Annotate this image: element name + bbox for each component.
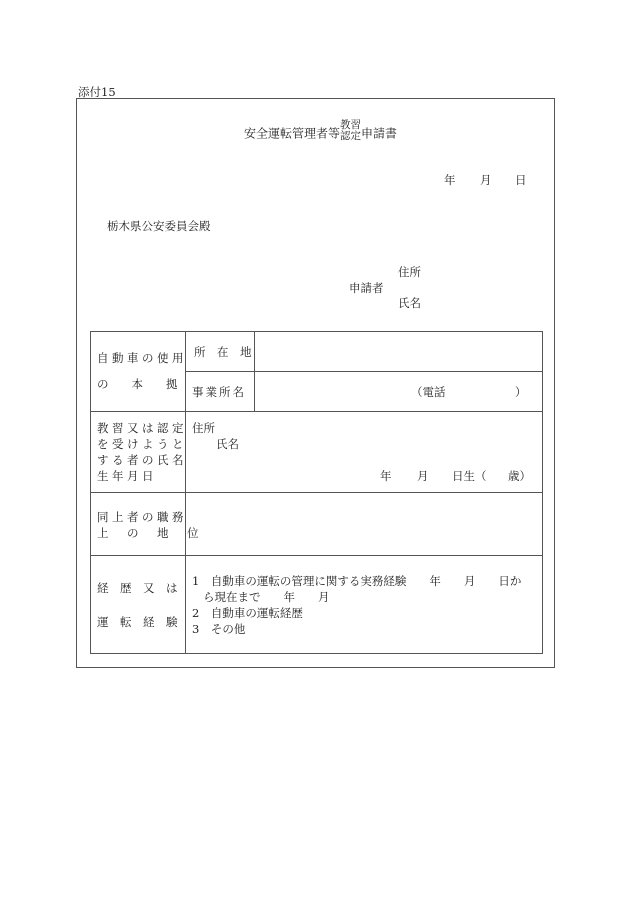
attachment-label: 添付15	[78, 85, 116, 99]
career-label-cell	[91, 556, 186, 654]
location-label-cell	[186, 332, 255, 372]
career-item-3: 3 その他	[192, 622, 246, 636]
addressee: 栃木県公安委員会殿	[107, 219, 211, 233]
career-item-1b: ら現在まで 年 月	[203, 590, 330, 604]
form-title	[244, 119, 398, 142]
office-label: 事業所名	[192, 385, 246, 399]
usage-base-label-line1: 自動車の使用	[97, 351, 187, 365]
position-label-line: 上 の 地 位	[97, 526, 202, 540]
birth-year: 年	[380, 469, 392, 483]
career-value-cell[interactable]	[186, 556, 543, 654]
trainee-label-cell	[91, 412, 186, 493]
title-stack-bottom: 認定	[340, 130, 362, 142]
usage-base-label-line2: の 本 拠	[97, 377, 178, 391]
age: 歳）	[508, 469, 531, 483]
title-stack	[340, 120, 361, 142]
phone-close: ）	[515, 385, 527, 399]
applicant-label: 申請者	[349, 281, 384, 295]
position-value-cell[interactable]	[186, 493, 543, 556]
trainee-address-label: 住所	[192, 421, 215, 435]
trainee-label-line: する者の氏名	[97, 453, 187, 467]
trainee-label-line: 教習又は認定	[97, 421, 187, 435]
title-prefix: 安全運転管理者等	[244, 126, 341, 141]
career-item-2: 2 自動車の運転経歴	[192, 606, 303, 620]
phone-open: （電話	[411, 385, 446, 399]
trainee-label-line: 生年月日	[97, 469, 157, 483]
office-value-cell[interactable]	[255, 372, 543, 412]
career-item-1a: 1 自動車の運転の管理に関する実務経験 年 月 日か	[192, 574, 522, 588]
date-day: 日	[515, 173, 527, 187]
title-stack-top: 教習	[340, 119, 362, 131]
date-year: 年	[444, 173, 456, 187]
birth-month: 月	[417, 469, 429, 483]
location-value-cell[interactable]	[255, 332, 543, 372]
trainee-label	[97, 420, 187, 484]
office-label-cell	[186, 372, 255, 412]
career-label-line1: 経 歴 又 は	[97, 581, 178, 595]
birth-day: 日生（	[452, 469, 487, 483]
trainee-value-cell[interactable]	[186, 412, 543, 493]
date-month: 月	[480, 173, 492, 187]
applicant-name-label: 氏名	[398, 296, 421, 310]
career-items	[192, 573, 521, 637]
trainee-label-line: を受けようと	[97, 437, 187, 451]
career-label-line2: 運 転 経 験	[97, 615, 178, 629]
position-label-cell	[91, 493, 202, 556]
trainee-name-label: 氏名	[216, 437, 239, 451]
application-form-table	[90, 331, 543, 654]
title-suffix: 申請書	[361, 126, 398, 141]
location-label: 所 在 地	[194, 345, 252, 359]
usage-base-label-cell	[91, 332, 186, 412]
applicant-address-label: 住所	[398, 265, 421, 279]
position-label-line: 同上者の職務	[97, 510, 187, 524]
